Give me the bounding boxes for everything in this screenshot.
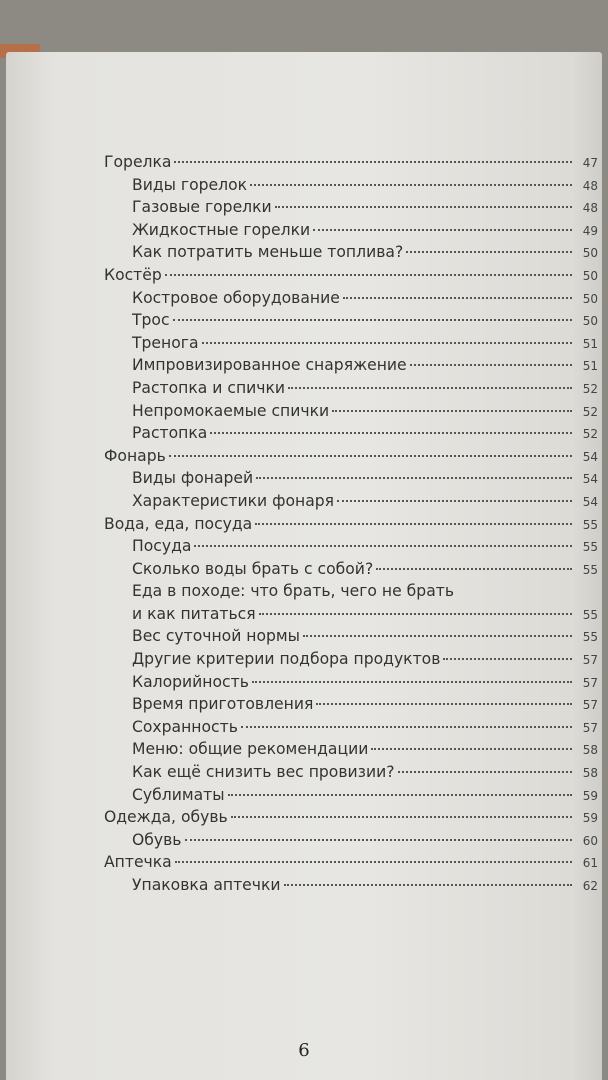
toc-entry-page: 54 [582,449,598,464]
toc-entry-page: 55 [582,540,598,555]
dot-leader [343,297,572,299]
toc-entry-page: 51 [582,359,598,374]
dot-leader [173,319,572,321]
toc-entry [104,716,598,739]
toc-entry-title: Газовые горелки [132,198,272,217]
toc-entry-title: Импровизированное снаряжение [132,356,407,375]
dot-leader [259,613,572,615]
toc-entry-title: и как питаться [132,604,256,623]
toc-entry-title: Аптечка [104,853,172,872]
page-number: 6 [298,1040,310,1061]
toc-entry-page: 49 [582,223,598,238]
toc-entry [104,806,598,829]
toc-entry [104,287,598,310]
toc-entry [104,151,598,174]
toc-entry [104,445,598,468]
toc-entry-page: 50 [582,314,598,329]
dot-leader [313,229,572,231]
toc-entry-page: 57 [582,720,598,735]
toc-entry-title: Сублиматы [132,785,225,804]
dot-leader [231,816,572,818]
toc-entry [104,558,598,581]
toc-entry-title: Костёр [104,265,162,284]
toc-entry [104,513,598,536]
toc-entry-title: Меню: общие рекомендации [132,740,369,759]
toc-entry [104,174,598,197]
toc-entry-title: Трос [132,311,170,330]
toc-entry-title: Сохранность [132,717,238,736]
toc-entry [104,422,598,445]
toc-entry-page: 55 [582,517,598,532]
toc-entry [104,354,598,377]
table-of-contents [104,151,598,897]
toc-entry-page: 47 [582,156,598,170]
toc-entry-page: 57 [582,698,598,713]
toc-entry-page: 48 [582,201,598,216]
toc-entry-title: Виды фонарей [132,469,254,488]
toc-entry-page: 54 [582,472,598,487]
toc-entry-title: Жидкостные горелки [132,220,311,239]
toc-entry-title: Виды горелок [132,175,248,194]
toc-entry-title: Костровое оборудование [132,288,340,307]
dot-leader [398,771,572,773]
dot-leader [174,161,572,163]
toc-entry-title: Растопка [132,424,208,443]
toc-entry [104,309,598,332]
toc-entry [104,580,598,603]
dot-leader [228,794,572,796]
dot-leader [332,410,572,412]
dot-leader [194,545,572,547]
toc-entry [104,738,598,761]
toc-entry [104,625,598,648]
toc-entry-page: 48 [582,178,598,193]
toc-entry-page: 57 [582,675,598,690]
toc-entry [104,693,598,716]
toc-entry-title: Как ещё снизить вес провизии? [132,763,395,782]
dot-leader [303,635,572,637]
dot-leader [406,251,572,253]
toc-entry [104,851,598,874]
dot-leader [169,455,572,457]
dot-leader [337,500,572,502]
toc-entry [104,400,598,423]
toc-entry-title: Другие критерии подбора продуктов [132,650,441,669]
toc-entry-page: 52 [582,404,598,419]
dot-leader [255,523,572,525]
toc-entry-page: 50 [582,291,598,306]
toc-entry [104,829,598,852]
toc-entry [104,784,598,807]
toc-entry-title: Тренога [132,333,199,352]
toc-entry [104,535,598,558]
toc-entry [104,761,598,784]
dot-leader [252,681,572,683]
toc-entry-page: 57 [582,653,598,668]
dot-leader [284,884,572,886]
dot-leader [185,839,573,841]
toc-entry-page: 59 [582,811,598,826]
toc-entry-title: Упаковка аптечки [132,876,281,894]
toc-entry [104,603,598,626]
toc-entry-title: Вода, еда, посуда [104,514,253,533]
dot-leader [376,568,572,570]
toc-entry-page: 61 [582,856,598,871]
toc-entry [104,241,598,264]
toc-entry-page: 55 [582,607,598,622]
toc-entry [104,490,598,513]
toc-entry-title: Непромокаемые спички [132,401,330,420]
toc-entry-title: Калорийность [132,672,249,691]
dot-leader [275,206,572,208]
toc-entry-page: 59 [582,788,598,803]
dot-leader [165,274,572,276]
dot-leader [250,184,572,186]
toc-entry [104,874,598,897]
dot-leader [202,342,572,344]
dot-leader [210,432,572,434]
toc-entry-page: 50 [582,246,598,261]
toc-entry [104,196,598,219]
dot-leader [443,658,572,660]
dot-leader [256,477,572,479]
toc-entry-page: 50 [582,268,598,283]
toc-entry-page: 52 [582,381,598,396]
toc-entry-title: Сколько воды брать с собой? [132,559,374,578]
toc-entry-title: Время приготовления [132,695,314,714]
dot-leader [288,387,572,389]
toc-entry-title: Как потратить меньше топлива? [132,243,404,262]
toc-entry-title: Горелка [104,153,172,171]
toc-entry-title: Еда в походе: что брать, чего не брать [132,582,455,601]
toc-entry [104,219,598,242]
dot-leader [175,861,572,863]
toc-entry-page: 62 [582,879,598,893]
toc-entry-title: Характеристики фонаря [132,491,335,510]
toc-entry-page: 58 [582,743,598,758]
toc-entry-title: Одежда, обувь [104,808,228,827]
toc-entry-title: Растопка и спички [132,378,286,397]
toc-entry [104,671,598,694]
toc-entry-page: 55 [582,630,598,645]
toc-entry-page: 55 [582,562,598,577]
toc-entry-page: 60 [582,833,598,848]
toc-entry-title: Фонарь [104,446,166,465]
dot-leader [410,364,572,366]
dot-leader [371,748,572,750]
toc-entry-title: Обувь [132,830,182,849]
toc-entry-page: 52 [582,427,598,442]
toc-entry [104,332,598,355]
dot-leader [316,703,572,705]
toc-entry-page: 51 [582,336,598,351]
toc-entry-page: 58 [582,766,598,781]
toc-entry [104,648,598,671]
toc-entry-title: Посуда [132,537,192,556]
toc-entry [104,467,598,490]
toc-entry-page: 54 [582,494,598,509]
dot-leader [241,726,572,728]
toc-entry [104,264,598,287]
toc-entry-title: Вес суточной нормы [132,627,300,646]
toc-entry [104,377,598,400]
